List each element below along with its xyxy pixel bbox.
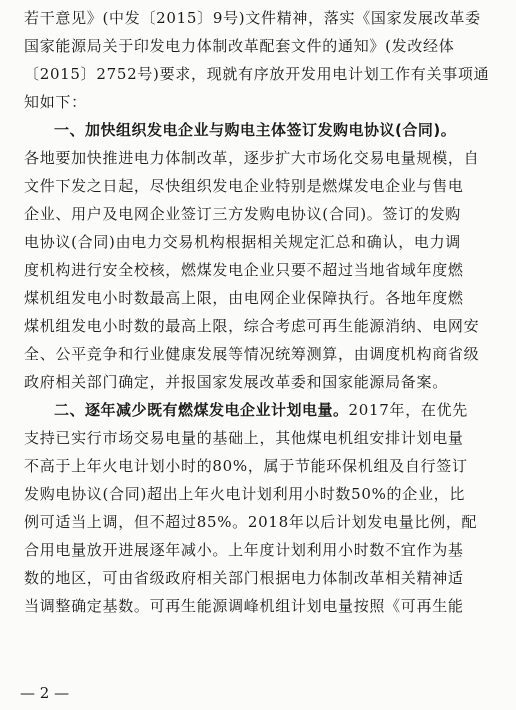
section-1-heading: 一、加快组织发电企业与购电主体签订发购电协议(合同)。 [54, 121, 457, 139]
text-line: 知如下： [24, 93, 87, 111]
text-line: 合用电量放开进展逐年减小。上年度计划利用小时数不宜作为基 [24, 541, 464, 559]
text-line: 电协议(合同)由电力交易机构根据相关规定汇总和确认，电力调 [24, 233, 462, 251]
document-body [24, 4, 494, 620]
text-line: 煤机组发电小时数的最高上限，综合考虑可再生能源消纳、电网安 [24, 317, 480, 335]
text-line: 煤机组发电小时数最高上限，由电网企业保障执行。各地年度燃 [24, 289, 464, 307]
text-line: 全、公平竞争和行业健康发展等情况统筹测算，由调度机构商省级 [24, 345, 480, 363]
text-line: 政府相关部门确定，并报国家发展改革委和国家能源局备案。 [24, 373, 448, 391]
text-line: 当调整确定基数。可再生能源调峰机组计划电量按照《可再生能 [24, 597, 464, 615]
text-line: 不高于上年火电计划小时的80%，属于节能环保机组及自行签订 [24, 457, 468, 475]
text-line: 发购电协议(合同)超出上年火电计划利用小时数50%的企业，比 [24, 485, 466, 503]
text-line: 文件下发之日起，尽快组织发电企业特别是燃煤发电企业与售电 [24, 177, 464, 195]
text-line: 数的地区，可由省级政府相关部门根据电力体制改革相关精神适 [24, 569, 464, 587]
text-line: 企业、用户及电网企业签订三方发购电协议(合同)。签订的发购 [24, 205, 462, 223]
section-2-heading: 二、逐年减少既有燃煤发电企业计划电量。 [54, 401, 349, 419]
section-2-first-line [24, 396, 494, 424]
text-line: 支持已实行市场交易电量的基础上，其他煤电机组安排计划电量 [24, 429, 464, 447]
text-span: 2017年，在优先 [348, 401, 468, 419]
text-line: 若干意见》(中发〔2015〕9号)文件精神，落实《国家发展改革委 [24, 9, 481, 27]
text-line: 例可适当上调，但不超过85%。2018年以后计划发电量比例，配 [24, 513, 478, 531]
text-line: 〔2015〕2752号)要求，现就有序放开发用电计划工作有关事项通 [24, 65, 490, 83]
text-line: 国家能源局关于印发电力体制改革配套文件的通知》(发改经体 [24, 37, 455, 55]
page-number: — 2 — [20, 684, 70, 702]
text-line: 度机构进行安全校核，燃煤发电企业只要不超过当地省域年度燃 [24, 261, 464, 279]
text-line: 各地要加快推进电力体制改革，逐步扩大市场化交易电量规模，自 [24, 149, 480, 167]
